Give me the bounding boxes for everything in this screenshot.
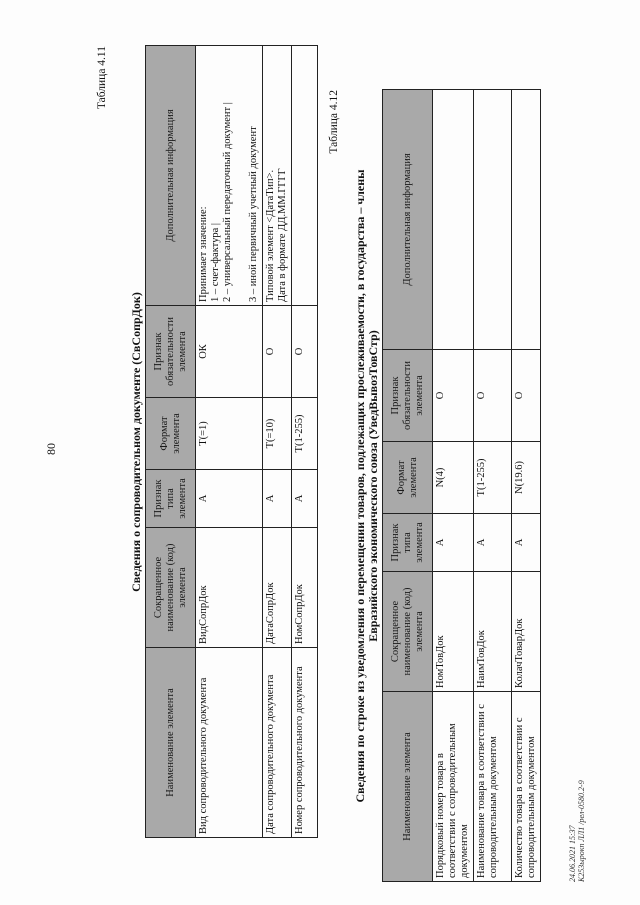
header-cell: Формат элемента (383, 442, 433, 514)
info-line: Типовой элемент <ДатаТип>. (265, 169, 276, 302)
table-row (433, 90, 474, 882)
footer-stamp (568, 742, 586, 882)
table-caption: Таблица 4.12 (328, 90, 340, 154)
cell-info (196, 46, 263, 306)
cell-format: N(19.6) (512, 442, 541, 514)
footer-ref: К253ырокп ЛЛ1 /рел-0580.2-9 (577, 780, 586, 882)
header-cell: Дополнительная информация (383, 90, 433, 350)
header-cell: Дополнительная информация (146, 46, 196, 306)
cell-format: Т(1-255) (292, 398, 318, 470)
header-cell: Признак типа элемента (383, 514, 433, 572)
info-line: 3 – иной первичный учетный документ (248, 126, 259, 302)
table-row (512, 90, 541, 882)
table-caption: Таблица 4.11 (96, 46, 108, 110)
cell-info (433, 90, 474, 350)
table-4-12 (382, 89, 541, 882)
cell-name: Дата сопроводительного документа (263, 648, 292, 838)
table-title: Сведения о сопроводительном документе (СвСопрДок) (129, 292, 143, 592)
cell-required: О (474, 350, 512, 442)
cell-type: А (512, 514, 541, 572)
cell-required: О (512, 350, 541, 442)
cell-required: О (433, 350, 474, 442)
footer-date: 24.06.2021 15:37 (568, 825, 577, 882)
cell-code: КолачТоварДок (512, 572, 541, 692)
cell-code: НомТовДок (433, 572, 474, 692)
table-4-11 (145, 45, 318, 838)
cell-format: Т(1-255) (474, 442, 512, 514)
cell-type: А (474, 514, 512, 572)
header-cell: Признак типа элемента (146, 470, 196, 528)
cell-info (263, 46, 292, 306)
cell-required: О (263, 306, 292, 398)
cell-name: Количество товара в соответствии с сопроводительным документом (512, 692, 541, 882)
cell-info (474, 90, 512, 350)
header-cell: Сокращенное наименование (код) элемента (146, 528, 196, 648)
table-row (196, 46, 263, 838)
table-header-row (383, 90, 433, 882)
cell-type: А (263, 470, 292, 528)
cell-info (292, 46, 318, 306)
cell-format: Т(=1) (196, 398, 263, 470)
table-title: Сведения по строке из уведомления о перемещении товаров, подлежащих прослеживаемости, в государства – члены (353, 169, 367, 803)
cell-code: НомСопрДок (292, 528, 318, 648)
cell-name: Вид сопроводительного документа (196, 648, 263, 838)
cell-required: ОК (196, 306, 263, 398)
info-line: Принимает значение: (198, 206, 209, 302)
cell-type: А (433, 514, 474, 572)
cell-name: Наименование товара в соответствии с сопроводительным документом (474, 692, 512, 882)
page-number: 80 (44, 443, 58, 455)
table-row (474, 90, 512, 882)
header-cell: Наименование элемента (146, 648, 196, 838)
cell-required: О (292, 306, 318, 398)
table-4-12-block (328, 90, 541, 882)
header-cell: Формат элемента (146, 398, 196, 470)
cell-code: НаимТовДок (474, 572, 512, 692)
table-4-11-block (96, 46, 318, 838)
header-cell: Наименование элемента (383, 692, 433, 882)
info-line: 2 – универсальный передаточный документ | (222, 102, 233, 302)
header-cell: Признак обязательности элемента (383, 350, 433, 442)
table-row (292, 46, 318, 838)
cell-code: ВидСопрДок (196, 528, 263, 648)
cell-info (512, 90, 541, 350)
info-line: 1 – счет-фактура | (210, 223, 221, 302)
cell-name: Порядковый номер товара в соответствии с сопроводительным документом (433, 692, 474, 882)
info-line: Дата в формате ДД.ММ.ГГГГ (277, 168, 288, 302)
header-cell: Сокращенное наименование (код) элемента (383, 572, 433, 692)
header-cell: Признак обязательности элемента (146, 306, 196, 398)
table-title: Евразийского экономического союза (УведВывозТовСтр) (366, 330, 380, 642)
cell-format: Т(=10) (263, 398, 292, 470)
cell-format: N(4) (433, 442, 474, 514)
cell-name: Номер сопроводительного документа (292, 648, 318, 838)
table-row (263, 46, 292, 838)
table-header-row (146, 46, 196, 838)
cell-type: А (196, 470, 263, 528)
cell-code: ДатаСопрДок (263, 528, 292, 648)
cell-type: А (292, 470, 318, 528)
